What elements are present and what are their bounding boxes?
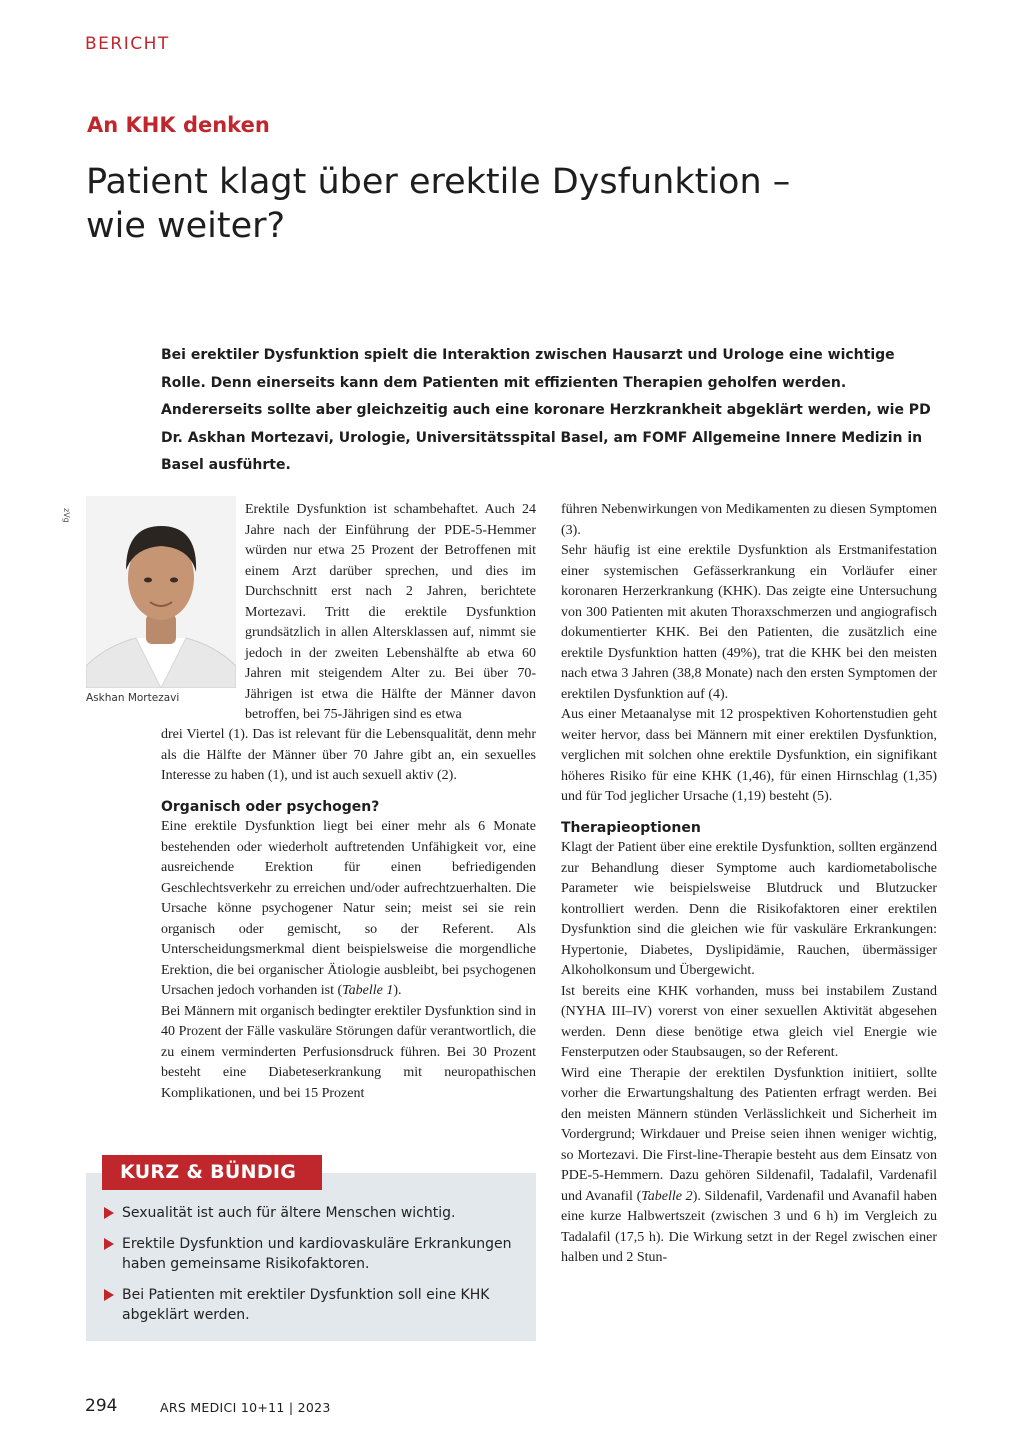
body-paragraph: Wird eine Therapie der erektilen Dysfunktion initiiert, sollte vorher die Erwartungshaltung des Patienten erfragt werden. Bei den meisten Männern stünden Verlässlichkeit und Sicherheit im Vordergrund; Wirkdauer und Preise seien ihnen weniger wichtig, so Mortezavi. Die First-line-Therapie besteht aus dem Einsatz von PDE-5-Hemmern. Dazu gehören Sildenafil, Tadalafil, Vardenafil und Avanafil (Tabelle 2). Sildenafil, Vardenafil und Avanafil haben eine kurze Halbwertszeit (zwischen 3 und 6 h) im Vergleich zu Tadalafil (17,5 h). Die Wirkung setzt in der Regel zwischen einer halben und 2 Stun- xyxy=(561,1065,937,1265)
body-paragraph: Bei Männern mit organisch bedingter erektiler Dysfunktion sind in 40 Prozent der Fälle vaskuläre Störungen dafür verantwortlich, die zu einem verminderten Perfusionsdruck führen. Bei 30 Prozent besteht eine Diabeteserkrankung mit neuropathischen Komplikationen, und bei 15 Prozent xyxy=(161,1003,536,1101)
body-column-1 xyxy=(161,725,536,1104)
triangle-bullet-icon xyxy=(104,1207,114,1219)
body-paragraph: Aus einer Metaanalyse mit 12 prospektiven Kohortenstudien geht weiter hervor, dass bei Männern mit einer erektilen Dysfunktion, verglichen mit solchen ohne erektile Dysfunktion, ein signifikant höheres Risiko für eine KHK (1,46), für einen Hirnschlag (1,35) und für Tod jeglicher Ursache (1,19) besteht (5). xyxy=(561,707,937,804)
table-reference: Tabelle 1 xyxy=(342,983,394,998)
photo-caption: Askhan Mortezavi xyxy=(86,692,180,704)
body-column-1-top xyxy=(245,500,536,726)
body-paragraph: Klagt der Patient über eine erektile Dysfunktion, sollten ergänzend zur Behandlung dieser Symptome auch kardiometabolische Parameter wie beispielsweise Blutdruck und Blutzucker kontrolliert werden. Denn die Risikofaktoren einer erektilen Dysfunktion sind die gleichen wie für vaskuläre Erkrankungen: Hypertonie, Diabetes, Dyslipidämie, Rauchen, übermässiger Alkoholkonsum und Übergewicht. xyxy=(561,840,937,978)
portrait-image xyxy=(86,496,236,688)
body-paragraph: drei Viertel (1). Das ist relevant für die Lebensqualität, denn mehr als die Hälfte der Männer über 70 Jahre gibt an, ein sexuelles Interesse zu haben (1), und ist auch sexuell aktiv (2). xyxy=(161,727,536,783)
body-paragraph: Ist bereits eine KHK vorhanden, muss bei instabilem Zustand (NYHA III–IV) vorerst von einer sexuellen Aktivität abgesehen werden. Denn diese benötige etwa gleich viel Energie wie Fensterputzen oder Staubsaugen, so der Referent. xyxy=(561,983,937,1060)
triangle-bullet-icon xyxy=(104,1238,114,1250)
author-photo xyxy=(86,496,236,688)
body-column-2 xyxy=(561,500,937,1269)
page-number: 294 xyxy=(85,1396,118,1416)
kicker: An KHK denken xyxy=(87,113,270,137)
subheading: Organisch oder psychogen? xyxy=(161,798,380,815)
title-line-1: Patient klagt über erektile Dysfunktion – xyxy=(86,162,791,202)
body-paragraph: Sehr häufig ist eine erektile Dysfunktion als Erstmanifestation einer systemischen Gefässerkrankung ein Vorläufer einer koronaren Herzerkrankung (KHK). Das zeigte eine Untersuchung von 300 Patienten mit akuten Thoraxschmerzen und angiografisch dokumentierter KHK. Bei den Patienten, die zusätzlich eine erektile Dysfunktion hatten (49%), trat die KHK bei den meisten nach etwa 3 Jahren (38,8 Monate) nach den ersten Symptomen der erektilen Dysfunktion auf (4). xyxy=(561,543,937,702)
summary-item: Erektile Dysfunktion und kardiovaskuläre Erkrankungen haben gemeinsame Risikofaktoren. xyxy=(104,1234,524,1274)
body-paragraph: Erektile Dysfunktion ist schambehaftet. Auch 24 Jahre nach der Einführung der PDE-5-Hemmer würden nur etwa 25 Prozent der Betroffenen mit einem Arzt darüber sprechen, und dies im Durchschnitt erst nach 2 Jahren, berichtete Mortezavi. Tritt die erektile Dysfunktion grundsätzlich in allen Altersklassen auf, nimmt sie jedoch in der zweiten Lebenshälfte ab etwa 60 Jahren mit steigendem Alter zu. Bei über 70-Jährigen ist etwa die Hälfte der Männer davon betroffen, bei 75-Jährigen sind es etwa xyxy=(245,502,536,722)
journal-issue: ARS MEDICI 10+11 | 2023 xyxy=(160,1400,331,1415)
title-line-2: wie weiter? xyxy=(86,206,286,246)
summary-box-label: KURZ & BÜNDIG xyxy=(102,1155,322,1190)
section-label: BERICHT xyxy=(85,34,170,54)
table-reference: Tabelle 2 xyxy=(641,1188,693,1204)
summary-item: Sexualität ist auch für ältere Menschen wichtig. xyxy=(104,1203,524,1223)
body-paragraph: Eine erektile Dysfunktion liegt bei einer mehr als 6 Monate bestehenden oder wiederholt auftretenden Unfähigkeit vor, eine ausreichende Erektion für einen befriedigenden Geschlechtsverkehr zu erreichen und/oder aufrechtzuerhalten. Die Ursache könne psychogener Natur sein; meist sei sie rein organisch oder gemischt, so der Referent. Als Unterscheidungsmerkmal dient beispielsweise die morgendliche Erektion, die bei organischer Ätiologie ausbleibt, bei psychogenen Ursachen jedoch vorhanden ist (Tabelle 1). xyxy=(161,819,536,998)
summary-box xyxy=(86,1173,536,1341)
lead-paragraph: Bei erektiler Dysfunktion spielt die Interaktion zwischen Hausarzt und Urologe eine wichtige Rolle. Denn einerseits kann dem Patienten mit effizienten Therapien geholfen werden. Andererseits sollte aber gleichzeitig auch eine koronare Herzkrankheit abgeklärt werden, wie PD Dr. Askhan Mortezavi, Urologie, Universitätsspital Basel, am FOMF Allgemeine Innere Medizin in Basel ausführte. xyxy=(161,347,931,473)
photo-credit: zVg xyxy=(62,508,71,523)
article-title xyxy=(86,160,946,248)
summary-item: Bei Patienten mit erektiler Dysfunktion soll eine KHK abgeklärt werden. xyxy=(104,1285,524,1325)
triangle-bullet-icon xyxy=(104,1289,114,1301)
body-paragraph: führen Nebenwirkungen von Medikamenten zu diesen Symptomen (3). xyxy=(561,502,937,538)
subheading: Therapieoptionen xyxy=(561,819,701,836)
summary-list xyxy=(104,1203,524,1336)
